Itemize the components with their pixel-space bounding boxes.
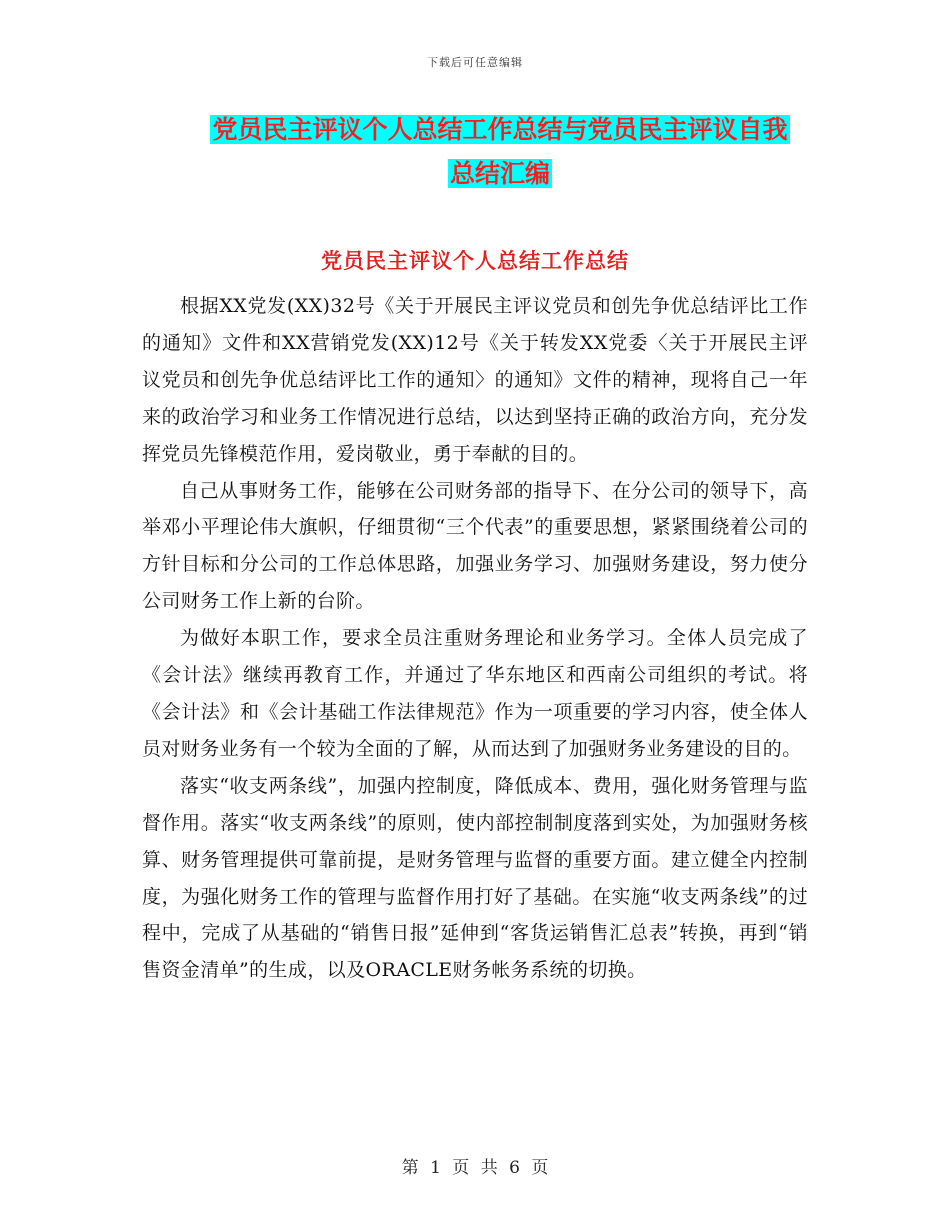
- body-paragraph-2: 自己从事财务工作，能够在公司财务部的指导下、在分公司的领导下，高举邓小平理论伟大旗帜，仔细贯彻“三个代表”的重要思想，紧紧围绕着公司的方针目标和分公司的工作总体思路，加强业务学习、加强财务建设，努力使分公司财务工作上新的台阶。: [142, 479, 808, 613]
- document-title: [150, 108, 850, 196]
- page-footer: 第 1 页 共 6 页: [401, 1158, 549, 1178]
- section-heading: 党员民主评议个人总结工作总结: [321, 248, 629, 273]
- document-title-line-2: 总结汇编: [449, 159, 550, 188]
- header-note: 下载后可任意编辑: [427, 56, 523, 69]
- body-paragraph-4: 落实“收支两条线”，加强内控制度，降低成本、费用，强化财务管理与监督作用。落实“收支两条线”的原则，使内部控制制度落到实处，为加强财务核算、财务管理提供可靠前提，是财务管理与监督的重要方面。建立健全内控制度，为强化财务工作的管理与监督作用打好了基础。在实施“收支两条线”的过程中，完成了从基础的“销售日报”延伸到“客货运销售汇总表”转换，再到“销售资金清单”的生成，以及ORACLE财务帐务系统的切换。: [142, 774, 808, 982]
- body-paragraph-1: 根据XX党发(XX)32号《关于开展民主评议党员和创先争优总结评比工作的通知》文件和XX营销党发(XX)12号《关于转发XX党委〈关于开展民主评议党员和创先争优总结评比工作的通知〉的通知》文件的精神，现将自己一年来的政治学习和业务工作情况进行总结，以达到坚持正确的政治方向，充分发挥党员先锋模范作用，爱岗敬业，勇于奉献的目的。: [142, 295, 808, 465]
- document-body: [142, 288, 808, 989]
- body-paragraph-3: 为做好本职工作，要求全员注重财务理论和业务学习。全体人员完成了《会计法》继续再教育工作，并通过了华东地区和西南公司组织的考试。将《会计法》和《会计基础工作法律规范》作为一项重要的学习内容，使全体人员对财务业务有一个较为全面的了解，从而达到了加强财务业务建设的目的。: [142, 627, 808, 760]
- document-title-line-1: 党员民主评议个人总结工作总结与党员民主评议自我: [212, 115, 788, 144]
